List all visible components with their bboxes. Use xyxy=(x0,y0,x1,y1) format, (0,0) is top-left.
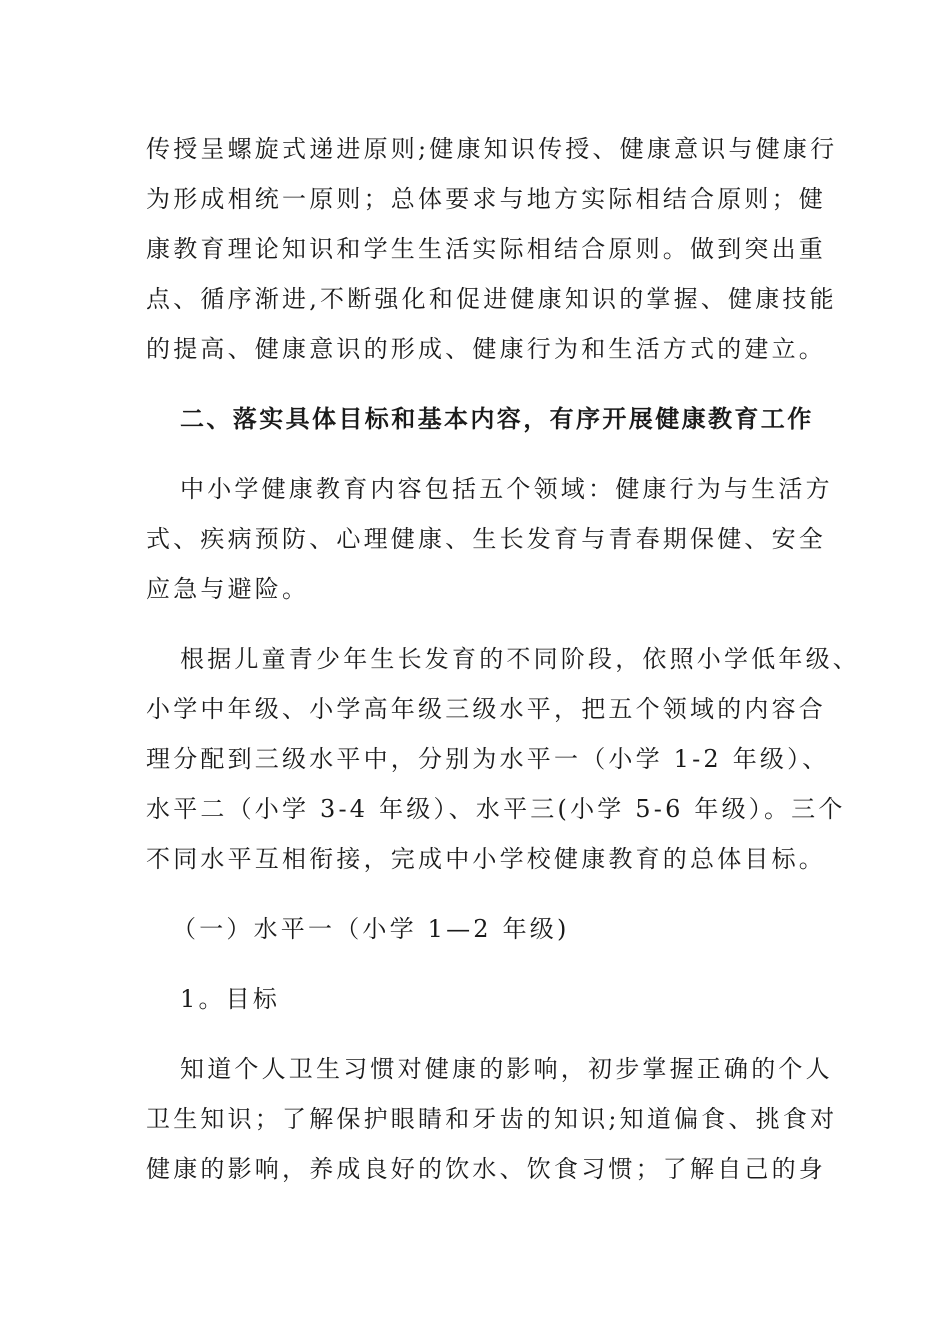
item-heading: 1。目标 xyxy=(180,985,281,1013)
text-line: 的提高、健康意识的形成、健康行为和生活方式的建立。 xyxy=(146,335,826,363)
text-line: 康教育理论知识和学生生活实际相结合原则。做到突出重 xyxy=(146,235,826,263)
text-line: 小学中年级、小学高年级三级水平，把五个领域的内容合 xyxy=(146,695,826,723)
text-line: 式、疾病预防、心理健康、生长发育与青春期保健、安全 xyxy=(146,525,826,553)
text-line: 水平二（小学 3-4 年级）、水平三(小学 5-6 年级）。三个 xyxy=(146,795,846,823)
subheading: （一）水平一（小学 1—2 年级) xyxy=(172,915,570,943)
text-line: 不同水平互相衔接，完成中小学校健康教育的总体目标。 xyxy=(146,845,826,873)
text-line: 中小学健康教育内容包括五个领域：健康行为与生活方 xyxy=(180,475,833,503)
text-line: 卫生知识；了解保护眼睛和牙齿的知识;知道偏食、挑食对 xyxy=(146,1105,838,1133)
text-line: 知道个人卫生习惯对健康的影响，初步掌握正确的个人 xyxy=(180,1055,833,1083)
text-line: 根据儿童青少年生长发育的不同阶段，依照小学低年级、 xyxy=(180,645,860,673)
text-line: 传授呈螺旋式递进原则;健康知识传授、健康意识与健康行 xyxy=(146,135,838,163)
text-line: 应急与避险。 xyxy=(146,575,310,603)
text-line: 点、循序渐进,不断强化和促进健康知识的掌握、健康技能 xyxy=(146,285,837,313)
text-line: 为形成相统一原则；总体要求与地方实际相结合原则；健 xyxy=(146,185,826,213)
text-line: 理分配到三级水平中，分别为水平一（小学 1-2 年级）、 xyxy=(146,745,830,773)
text-line: 健康的影响，养成良好的饮水、饮食习惯；了解自己的身 xyxy=(146,1155,826,1183)
section-heading: 二、落实具体目标和基本内容，有序开展健康教育工作 xyxy=(180,404,814,433)
